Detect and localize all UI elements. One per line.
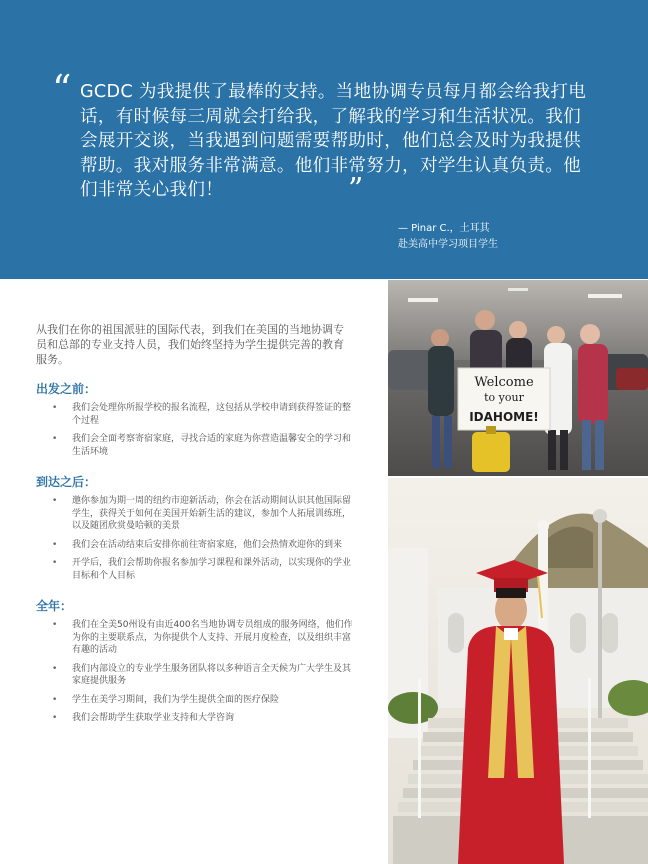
before-departure-list [36, 402, 354, 458]
testimonial-quote: GCDC 为我提供了最棒的支持。当地协调专员每月都会给我打电话，有时候每三周就会打给我，了解我的学习和生活状况。我们会展开交谈，当我遇到问题需要帮助时，他们总会及时为我提供帮助。我对服务非常满意。他们非常努力，对学生认真负责。他们非常关心我们！ [80, 82, 587, 200]
list-item: • 我们会帮助学生获取学业支持和大学咨询 [36, 712, 354, 725]
open-quote-mark: “ [52, 67, 72, 111]
close-quote-mark: ” [348, 172, 364, 207]
sign-line-3: IDAHOME! [469, 410, 539, 424]
list-item: • 开学后，我们会帮助你报名参加学习课程和课外活动，以实现你的学业目标和个人目标 [36, 557, 354, 582]
intro-paragraph: 从我们在你的祖国派驻的国际代表，到我们在美国的当地协调专员和总部的专业支持人员，我们始终坚持为学生提供完善的教育服务。 [36, 323, 344, 366]
testimonial-author: — Pinar C.，土耳其 [398, 223, 490, 234]
after-arrival-list [36, 495, 354, 582]
list-item: • 我们内部设立的专业学生服务团队将以多种语言全天候为广大学生及其家庭提供服务 [36, 663, 354, 688]
services-content [36, 322, 354, 741]
welcome-group-photo [388, 280, 648, 476]
list-item: • 学生在美学习期间，我们为学生提供全面的医疗保险 [36, 694, 354, 707]
testimonial-program: 赴美高中学习项目学生 [398, 239, 498, 250]
year-round-list [36, 619, 354, 725]
list-item: • 我们在全美50州设有由近400名当地协调专员组成的服务网络，他们作为你的主要联系点，为你提供个人支持、开展月度检查，以及组织丰富有趣的活动 [36, 619, 354, 657]
testimonial-attribution [398, 221, 498, 253]
sign-line-1: Welcome [474, 375, 534, 390]
list-item: • 我们会处理你所报学校的报名流程，这包括从学校申请到获得签证的整个过程 [36, 402, 354, 427]
section-heading-year-round: 全年： [36, 599, 73, 613]
section-heading-after-arrival: 到达之后： [36, 475, 97, 489]
graduation-photo [388, 478, 648, 864]
list-item: • 邀你参加为期一周的纽约市迎新活动，你会在活动期间认识其他国际留学生，获得关于如何在美国开始新生活的建议，参加个人拓展训练班，以及随团欣赏曼哈顿的美景 [36, 495, 354, 533]
list-item: • 我们会在活动结束后安排你前往寄宿家庭，他们会热情欢迎你的到来 [36, 539, 354, 552]
list-item: • 我们会全面考察寄宿家庭，寻找合适的家庭为你营造温馨安全的学习和生活环境 [36, 433, 354, 458]
section-heading-before-departure: 出发之前： [36, 382, 97, 396]
sign-line-2: to your [484, 391, 524, 404]
testimonial-panel [0, 0, 648, 279]
